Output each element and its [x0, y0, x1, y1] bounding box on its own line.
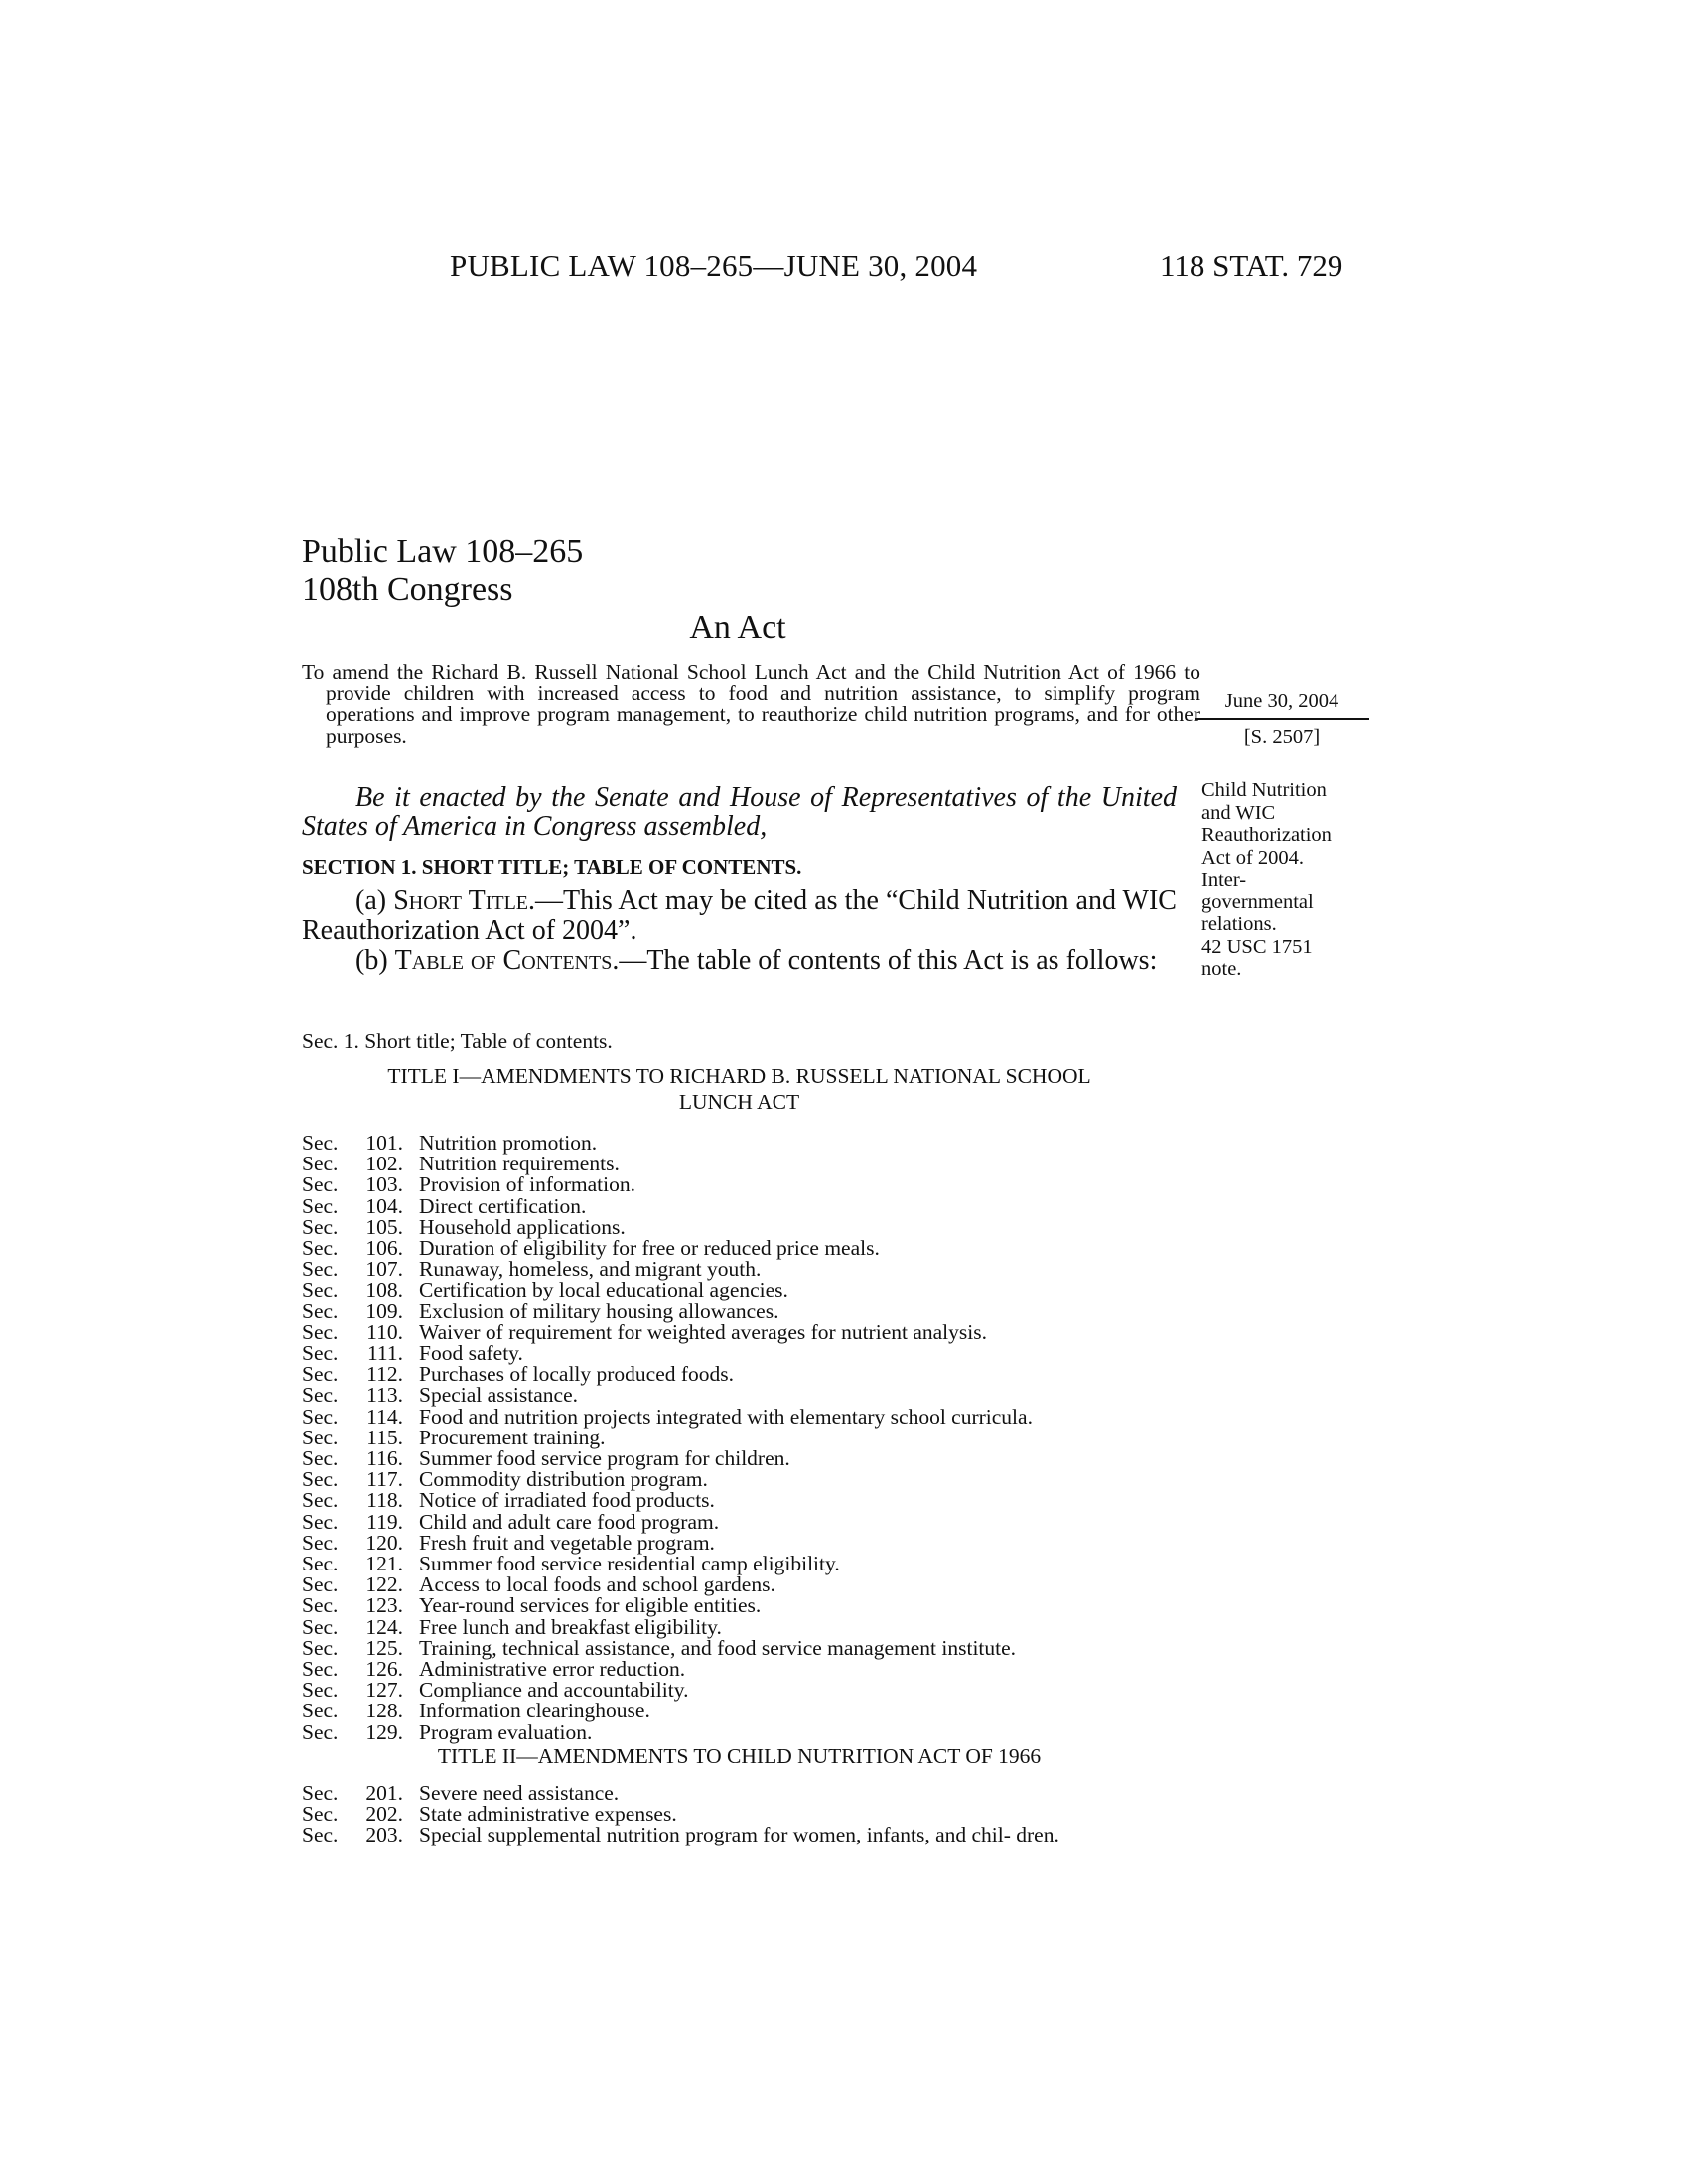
toc-entry-sec-label: Sec.: [302, 1131, 339, 1155]
enacting-clause: Be it enacted by the Senate and House of Representatives of the United States of America in Congress assembled,: [302, 782, 1177, 842]
toc-entry-title: Certification by local educational agencies.: [419, 1278, 788, 1302]
section-text: [302, 887, 1177, 976]
toc-entry: [302, 1425, 1177, 1449]
toc-entry: [302, 1154, 1177, 1174]
toc-entry-title: Year-round services for eligible entities.: [419, 1593, 762, 1618]
toc-entry-number: 108.: [365, 1278, 403, 1302]
margin-note-line: Act of 2004.: [1201, 846, 1305, 869]
toc-entry-sec-label: Sec.: [302, 1383, 339, 1408]
toc-entry-title: Runaway, homeless, and migrant youth.: [419, 1257, 762, 1282]
toc-entry: [302, 1614, 1177, 1639]
toc-entry: [302, 1490, 1177, 1511]
toc-entry-sec-label: Sec.: [302, 1446, 339, 1471]
toc-entry-number: 119.: [366, 1509, 403, 1534]
sidenote-divider: [1195, 718, 1369, 720]
toc-entry-sec-label: Sec.: [302, 1657, 339, 1682]
toc-entry-sec-label: Sec.: [302, 1823, 339, 1847]
toc-entry-sec-label: Sec.: [302, 1719, 339, 1744]
toc-entry: [302, 1448, 1177, 1469]
toc-entry-sec-label: Sec.: [302, 1699, 339, 1723]
toc-entry-title: Access to local foods and school gardens.: [419, 1572, 775, 1597]
toc-entry-number: 122.: [365, 1572, 403, 1597]
margin-note-line: Child Nutrition: [1201, 779, 1327, 801]
toc-entry: [302, 1193, 1177, 1218]
toc-entry-number: 104.: [365, 1193, 403, 1218]
toc-entry-sec-label: Sec.: [302, 1614, 339, 1639]
toc-entry-number: 115.: [366, 1425, 403, 1449]
toc-entry: [302, 1554, 1177, 1574]
toc-entry-number: 105.: [365, 1214, 403, 1239]
act-heading: An Act: [689, 610, 786, 646]
toc-entry-title: Nutrition requirements.: [419, 1152, 620, 1176]
toc-entry-sec-label: Sec.: [302, 1530, 339, 1555]
toc-entry-number: 123.: [365, 1593, 403, 1618]
toc-entry: [302, 1238, 1177, 1259]
toc-entry-number: 127.: [365, 1678, 403, 1703]
toc-entry: [302, 1174, 1177, 1195]
toc-entry-number: 126.: [365, 1657, 403, 1682]
toc-entry-sec-label: Sec.: [302, 1404, 339, 1429]
toc-entry: [302, 1530, 1177, 1555]
toc-title-1-list: [302, 1133, 1177, 1743]
subsection-b-caption: Table of Contents: [394, 945, 613, 976]
toc-entry-title: Child and adult care food program.: [419, 1509, 720, 1534]
toc-entry-title: Food safety.: [419, 1341, 523, 1366]
toc-entry-title: Duration of eligibility for free or reduced price meals.: [419, 1236, 880, 1261]
toc-entry: [302, 1280, 1177, 1300]
toc-entry: [302, 1574, 1177, 1595]
subsection-a: [302, 887, 1177, 946]
toc-entry-number: 107.: [365, 1257, 403, 1282]
toc-entry-sec-label: Sec.: [302, 1193, 339, 1218]
subsection-b: [302, 946, 1177, 976]
toc-entry-title: Special supplemental nutrition program for women, infants, and chil- dren.: [419, 1823, 1059, 1847]
toc-entry-number: 101.: [365, 1131, 403, 1155]
toc-entry-sec-label: Sec.: [302, 1298, 339, 1323]
toc-entry-sec-label: Sec.: [302, 1214, 339, 1239]
toc-entry: [302, 1214, 1177, 1239]
margin-note: [1201, 779, 1370, 981]
subsection-a-text: .—This Act may be cited as the “Child Nutrition and WIC Reauthorization Act of 2004”.: [302, 886, 1177, 946]
toc-entry-sec-label: Sec.: [302, 1319, 339, 1344]
long-title: To amend the Richard B. Russell National School Lunch Act and the Child Nutrition Act of 1966 to provide children with increased access to food and nutrition assistance, to simplify program operations and improve program management, to reauthorize child nutrition programs, and for other purposes.: [302, 660, 1200, 748]
toc-entry: [302, 1719, 1177, 1744]
toc-entry-number: 121.: [365, 1552, 403, 1576]
toc-entry-number: 128.: [365, 1699, 403, 1723]
toc-entry-title: Compliance and accountability.: [419, 1678, 689, 1703]
margin-note-line: governmental: [1201, 890, 1314, 913]
toc-entry-sec-label: Sec.: [302, 1678, 339, 1703]
toc-entry-number: 113.: [366, 1383, 403, 1408]
toc-entry: [302, 1659, 1177, 1680]
section-heading: SECTION 1. SHORT TITLE; TABLE OF CONTENTS.: [302, 855, 802, 879]
running-head: PUBLIC LAW 108–265—JUNE 30, 2004: [450, 248, 978, 283]
toc-entry-sec-label: Sec.: [302, 1509, 339, 1534]
toc-entry-title: Information clearinghouse.: [419, 1699, 650, 1723]
toc-entry-title: Summer food service program for children.: [419, 1446, 790, 1471]
toc-entry-title: Fresh fruit and vegetable program.: [419, 1530, 715, 1555]
toc-entry: [302, 1343, 1177, 1364]
toc-entry-title: Special assistance.: [419, 1383, 579, 1408]
toc-entry-sec-label: Sec.: [302, 1802, 339, 1827]
toc-entry-number: 114.: [366, 1404, 403, 1429]
toc-entry-number: 106.: [365, 1236, 403, 1261]
toc-entry-number: 111.: [366, 1341, 403, 1366]
toc-entry-title: Waiver of requirement for weighted averages for nutrient analysis.: [419, 1319, 987, 1344]
toc-title-1-heading: TITLE I—AMENDMENTS TO RICHARD B. RUSSELL NATIONAL SCHOOL LUNCH ACT: [387, 1064, 1091, 1114]
toc-entry-title: Food and nutrition projects integrated with elementary school curricula.: [419, 1404, 1033, 1429]
toc-entry-number: 112.: [366, 1362, 403, 1387]
toc-entry-sec-label: Sec.: [302, 1236, 339, 1261]
toc-title-2-list: [302, 1783, 1177, 1846]
toc-entry-title: State administrative expenses.: [419, 1802, 677, 1827]
toc-entry-sec-1: Sec. 1. Short title; Table of contents.: [302, 1029, 613, 1053]
subsection-b-text: .—The table of contents of this Act is as follows:: [612, 945, 1158, 976]
toc-entry-title: Commodity distribution program.: [419, 1467, 708, 1492]
margin-note-line: 42 USC 1751: [1201, 935, 1313, 958]
toc-entry: [302, 1680, 1177, 1701]
toc-entry-number: 118.: [366, 1488, 403, 1513]
toc-entry-sec-label: Sec.: [302, 1488, 339, 1513]
toc-entry-sec-label: Sec.: [302, 1593, 339, 1618]
toc-entry-sec-label: Sec.: [302, 1425, 339, 1449]
toc-entry: [302, 1509, 1177, 1534]
toc-entry: [302, 1595, 1177, 1616]
subsection-a-marker: (a): [355, 886, 387, 916]
statutes-page-number: 118 STAT. 729: [1160, 248, 1343, 283]
margin-note-line: and WIC: [1201, 801, 1276, 824]
toc-entry-title: Notice of irradiated food products.: [419, 1488, 715, 1513]
toc-entry-sec-label: Sec.: [302, 1467, 339, 1492]
toc-entry-sec-label: Sec.: [302, 1552, 339, 1576]
margin-note-line: relations.: [1201, 913, 1277, 935]
toc-entry-title: Program evaluation.: [419, 1719, 593, 1744]
toc-entry-sec-label: Sec.: [302, 1257, 339, 1282]
margin-note-line: note.: [1201, 958, 1242, 980]
subsection-b-marker: (b): [355, 945, 388, 976]
toc-entry-sec-label: Sec.: [302, 1152, 339, 1176]
toc-entry-title: Administrative error reduction.: [419, 1657, 686, 1682]
toc-entry: [302, 1298, 1177, 1323]
toc-entry: [302, 1319, 1177, 1344]
toc-entry-number: 102.: [365, 1152, 403, 1176]
toc-entry-title: Household applications.: [419, 1214, 626, 1239]
toc-entry: [302, 1133, 1177, 1154]
congress: 108th Congress: [302, 571, 513, 608]
toc-entry-title: Provision of information.: [419, 1172, 635, 1197]
toc-entry-sec-label: Sec.: [302, 1572, 339, 1597]
toc-entry: [302, 1469, 1177, 1490]
toc-entry: [302, 1804, 1177, 1825]
law-number: Public Law 108–265: [302, 533, 584, 570]
toc-entry-title: Severe need assistance.: [419, 1781, 620, 1805]
toc-entry-sec-label: Sec.: [302, 1781, 339, 1805]
toc-entry-number: 125.: [365, 1635, 403, 1660]
bill-number-sidenote: [S. 2507]: [1243, 726, 1321, 748]
toc-entry-number: 117.: [366, 1467, 403, 1492]
toc-entry-number: 116.: [366, 1446, 403, 1471]
toc-entry-title: Nutrition promotion.: [419, 1131, 598, 1155]
toc-entry: [302, 1701, 1177, 1721]
margin-note-line: Reauthorization: [1201, 824, 1332, 846]
toc-entry-number: 110.: [366, 1319, 403, 1344]
toc-entry-sec-label: Sec.: [302, 1341, 339, 1366]
subsection-a-caption: Short Title: [393, 886, 529, 916]
toc-entry: [302, 1783, 1177, 1804]
toc-entry-number: 201.: [365, 1781, 403, 1805]
toc-entry-number: 124.: [365, 1614, 403, 1639]
toc-entry-number: 109.: [365, 1298, 403, 1323]
toc-entry: [302, 1825, 1177, 1845]
toc-entry: [302, 1364, 1177, 1385]
toc-entry-number: 202.: [365, 1802, 403, 1827]
toc-entry-title: Exclusion of military housing allowances.: [419, 1298, 779, 1323]
toc-entry-number: 120.: [365, 1530, 403, 1555]
toc-entry-title: Direct certification.: [419, 1193, 587, 1218]
toc-entry: [302, 1259, 1177, 1280]
toc-entry-title: Free lunch and breakfast eligibility.: [419, 1614, 722, 1639]
toc-entry-sec-label: Sec.: [302, 1635, 339, 1660]
toc-entry-title: Procurement training.: [419, 1425, 606, 1449]
margin-note-line: Inter-: [1201, 869, 1247, 890]
toc-entry-sec-label: Sec.: [302, 1278, 339, 1302]
enactment-date-sidenote: June 30, 2004: [1224, 690, 1339, 712]
toc-entry-title: Purchases of locally produced foods.: [419, 1362, 735, 1387]
toc-entry: [302, 1635, 1177, 1660]
toc-entry-number: 203.: [365, 1823, 403, 1847]
toc-entry-number: 103.: [365, 1172, 403, 1197]
toc-entry-sec-label: Sec.: [302, 1362, 339, 1387]
toc-entry: [302, 1385, 1177, 1406]
toc-entry-number: 129.: [365, 1719, 403, 1744]
toc-entry-title: Training, technical assistance, and food service management institute.: [419, 1635, 1017, 1660]
toc-entry-sec-label: Sec.: [302, 1172, 339, 1197]
toc-entry-title: Summer food service residential camp eligibility.: [419, 1552, 840, 1576]
toc-title-2-heading: TITLE II—AMENDMENTS TO CHILD NUTRITION ACT OF 1966: [437, 1744, 1042, 1768]
toc-entry: [302, 1404, 1177, 1429]
